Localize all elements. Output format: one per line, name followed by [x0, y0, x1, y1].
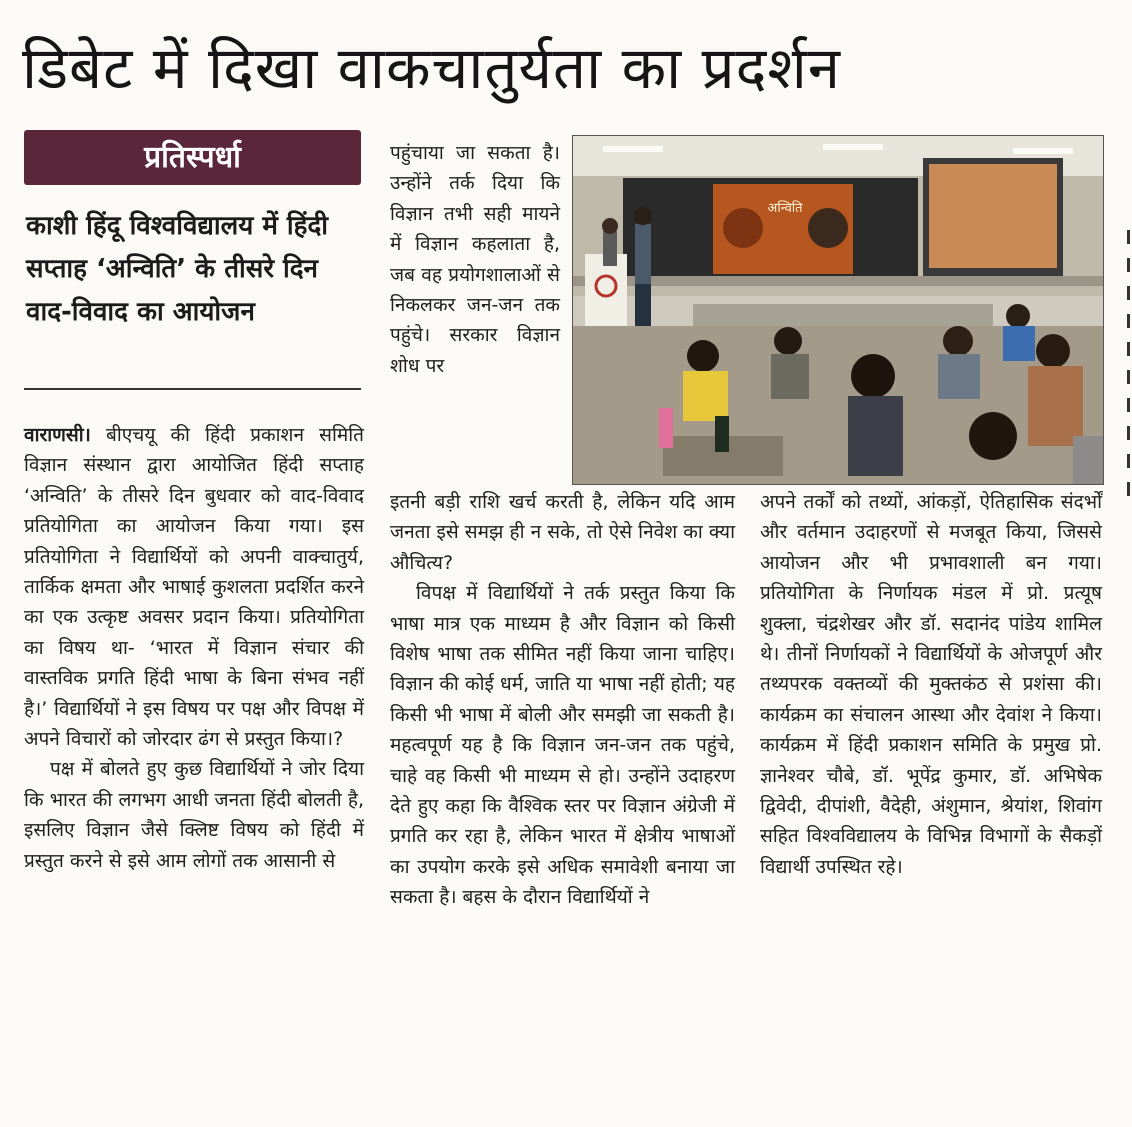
screen-title: अन्विति — [767, 201, 803, 216]
paragraph-2-cont: पहुंचाया जा सकता है। उन्होंने तर्क दिया कि विज्ञान तभी सही मायने में विज्ञान कहलाता है, जब वह प्रयोगशालाओं से निकलकर जन-जन तक पहुंचे। सरकार विज्ञान शोध पर — [390, 142, 560, 377]
subheadline: काशी हिंदू विश्वविद्यालय में हिंदी सप्ताह ‘अन्विति’ के तीसरे दिन वाद-विवाद का आयोजन — [26, 211, 329, 327]
article-column-2-top — [390, 138, 560, 381]
paragraph-1 — [24, 420, 364, 754]
headline: डिबेट में दिखा वाकचातुर्यता का प्रदर्शन — [22, 34, 841, 102]
article-column-1 — [24, 420, 364, 876]
dateline: वाराणसी। — [24, 424, 91, 446]
edge-marks — [1127, 230, 1130, 510]
paragraph-4: अपने तर्कों को तथ्यों, आंकड़ों, ऐतिहासिक संदर्भों और वर्तमान उदाहरणों से मजबूत किया, जिससे आयोजन और भी प्रभावशाली बन गया। प्रतियोगिता के निर्णायक मंडल में प्रो. प्रत्यूष शुक्ला, चंद्रशेखर और डॉ. सदानंद पांडेय शामिल थे। तीनों निर्णायकों ने विद्यार्थियों के ओजपूर्ण और तथ्यपरक वक्तव्यों की मुक्तकंठ से प्रशंसा की। कार्यक्रम का संचालन आस्था और देवांश ने किया। कार्यक्रम में हिंदी प्रकाशन समिति के प्रमुख प्रो. ज्ञानेश्वर चौबे, डॉ. भूपेंद्र कुमार, डॉ. अभिषेक द्विवेदी, दीपांशी, वैदेही, अंशुमान, श्रेयांश, शिवांग सहित विश्वविद्यालय के विभिन्न विभागों के सैकड़ों विद्यार्थी उपस्थित रहे। — [760, 491, 1102, 878]
event-photo — [572, 135, 1104, 485]
paragraph-2-end: इतनी बड़ी राशि खर्च करती है, लेकिन यदि आम जनता इसे समझ ही न सके, तो ऐसे निवेश का क्या औचित्य? — [390, 491, 735, 574]
article-column-3 — [760, 487, 1102, 882]
paragraph-1-text: बीएचयू की हिंदी प्रकाशन समिति विज्ञान संस्थान द्वारा आयोजित हिंदी सप्ताह ‘अन्विति’ के तीसरे दिन बुधवार को वाद-विवाद प्रतियोगिता का आयोजन किया गया। इस प्रतियोगिता ने विद्यार्थियों को अपनी वाक्चातुर्य, तार्किक क्षमता और भाषाई कुशलता प्रदर्शित करने का एक उत्कृष्ट अवसर प्रदान किया। प्रतियोगिता का विषय था- ‘भारत में विज्ञान संचार की वास्तविक प्रगति हिंदी भाषा के बिना संभव नहीं है।’ विद्यार्थियों ने इस विषय पर पक्ष और विपक्ष में अपने विचारों को जोरदार ढंग से प्रस्तुत किया।? — [24, 424, 364, 751]
divider — [24, 388, 361, 390]
paragraph-3: विपक्ष में विद्यार्थियों ने तर्क प्रस्तुत किया कि भाषा मात्र एक माध्यम है और विज्ञान को किसी विशेष भाषा तक सीमित नहीं किया जाना चाहिए। विज्ञान की कोई धर्म, जाति या भाषा नहीं होती; यह किसी भी भाषा में बोली और समझी जा सकती है। महत्वपूर्ण यह है कि विज्ञान जन-जन तक पहुंचे, चाहे वह किसी भी माध्यम से हो। उन्होंने उदाहरण देते हुए कहा कि वैश्विक स्तर पर विज्ञान अंग्रेजी में प्रगति कर रहा है, लेकिन भारत में क्षेत्रीय भाषाओं का उपयोग करके इसे अधिक समावेशी बनाया जा सकता है। बहस के दौरान विद्यार्थियों ने — [390, 582, 736, 909]
section-tag: प्रतिस्पर्धा — [24, 130, 361, 185]
event-photo-illustration — [573, 136, 1103, 484]
paragraph-2: पक्ष में बोलते हुए कुछ विद्यार्थियों ने जोर दिया कि भारत की लगभग आधी जनता हिंदी बोलती है, इसलिए विज्ञान जैसे क्लिष्ट विषय को हिंदी में प्रस्तुत करने से इसे आम लोगों तक आसानी से — [24, 758, 364, 872]
article-column-2 — [390, 487, 735, 913]
